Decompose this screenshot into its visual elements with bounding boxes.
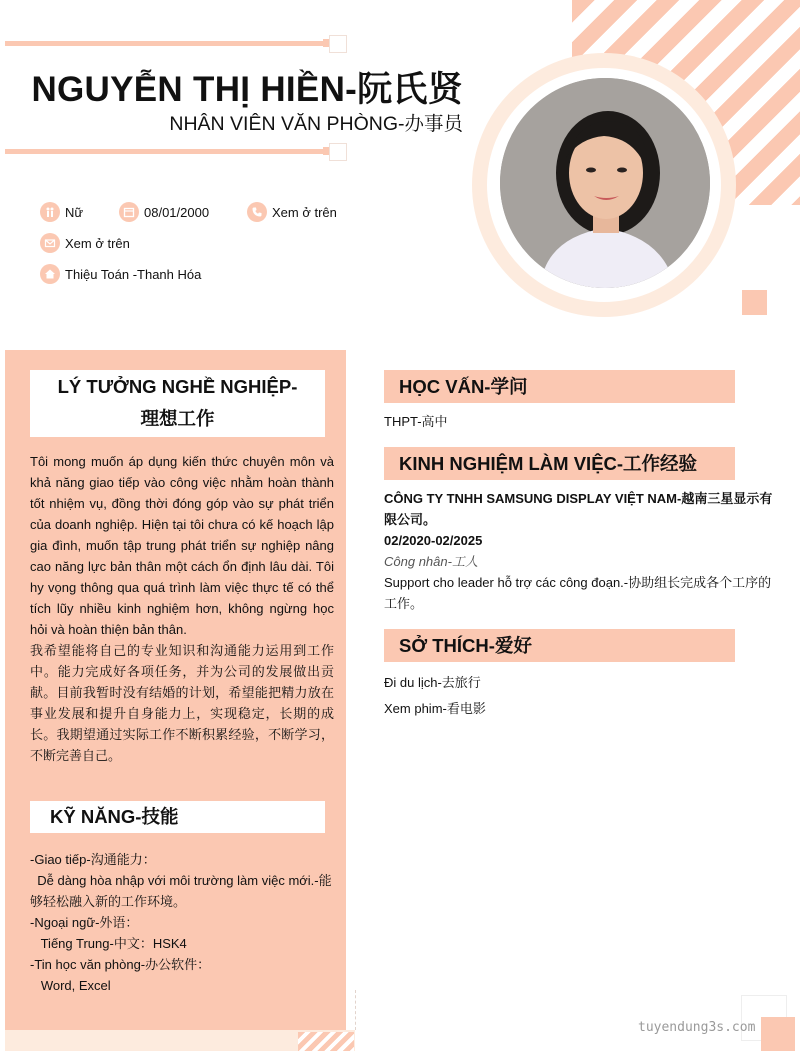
career-heading-line2: 理想工作 xyxy=(140,408,215,429)
skill-item: Word, Excel xyxy=(30,978,111,993)
address-info xyxy=(40,264,201,284)
career-text-vi: Tôi mong muốn áp dụng kiến thức chuyên môn và khả năng giao tiếp vào công việc nhằm hoàn thành tốt nhiệm vụ, đồng thời đóng góp vào sự phát triển của doanh nghiệp. Hiện tại tôi chưa có kế hoạch lập gia đình, muốn tập trung phát triển sự nghiệp nâng cao năng lực bản thân một cách ổn định lâu dài. Tôi hy vọng thông qua quá trình làm việc thực tế có thể tích lũy nhiều kinh nghiệm hơn, không ngừng học hỏi và hoàn thiện bản thân. xyxy=(30,454,334,637)
decorative-square-bottom xyxy=(761,1017,795,1051)
hobbies-list xyxy=(384,670,774,722)
career-text xyxy=(30,451,334,766)
education-heading xyxy=(384,370,735,403)
skill-item: -Giao tiếp-沟通能力： xyxy=(30,852,156,867)
skill-item: -Ngoại ngữ-外语： xyxy=(30,915,139,930)
decorative-square xyxy=(742,290,767,315)
skill-item: -Tin học văn phòng-办公软件： xyxy=(30,957,211,972)
gender-icon xyxy=(40,202,60,222)
education-text: THPT-高中 xyxy=(384,414,448,429)
skill-item: Tiếng Trung-中文：HSK4 xyxy=(30,936,187,951)
experience-heading xyxy=(384,447,735,480)
experience-role: Công nhân-工人 xyxy=(384,554,478,569)
divider xyxy=(355,990,356,1030)
address-value: Thiệu Toán -Thanh Hóa xyxy=(65,266,202,282)
watermark: tuyendung3s.com xyxy=(638,1020,756,1035)
job-title: NHÂN VIÊN VĂN PHÒNG-办事员 xyxy=(169,113,463,135)
skills-heading: KỸ NĂNG-技能 xyxy=(30,801,325,833)
birthday-value: 08/01/2000 xyxy=(144,204,210,220)
avatar xyxy=(500,78,710,288)
skills-list xyxy=(30,849,336,996)
experience-period: 02/2020-02/2025 xyxy=(384,533,483,548)
career-heading-line1: LÝ TƯỞNG NGHỀ NGHIỆP- xyxy=(57,376,298,397)
hobby-item: Xem phim-看电影 xyxy=(384,701,486,716)
candidate-name: NGUYỄN THỊ HIỀN-阮氏贤 xyxy=(31,70,463,109)
hobby-item: Đi du lịch-去旅行 xyxy=(384,675,481,690)
email-value: Xem ở trên xyxy=(65,235,130,251)
experience-entry xyxy=(384,488,774,614)
phone-value: Xem ở trên xyxy=(272,204,337,220)
experience-heading-text: KINH NGHIỆM LÀM VIỆC-工作经验 xyxy=(399,453,698,474)
email-info xyxy=(40,233,130,253)
education-heading-text: HỌC VẤN-学问 xyxy=(399,376,528,397)
phone-icon xyxy=(247,202,267,222)
calendar-icon xyxy=(119,202,139,222)
gender-info xyxy=(40,202,83,222)
experience-company: CÔNG TY TNHH SAMSUNG DISPLAY VIỆT NAM-越南三星显示有限公司。 xyxy=(384,491,773,527)
birthday-info xyxy=(119,202,209,222)
header-decor-line-bottom xyxy=(5,149,327,154)
home-icon xyxy=(40,264,60,284)
career-text-zh: 我希望能将自己的专业知识和沟通能力运用到工作中。能力完成好各项任务，并为公司的发展做出贡献。目前我暂时没有结婚的计划，希望能把精力放在事业发展和提升自身能力上，实现稳定，长期的成长。我期望通过实际工作不断积累经验，不断学习，不断完善自己。 xyxy=(30,643,334,763)
mail-icon xyxy=(40,233,60,253)
phone-info xyxy=(247,202,337,222)
experience-description: Support cho leader hỗ trợ các công đoạn.-协助组长完成各个工序的工作。 xyxy=(384,575,772,611)
decorative-stripes-small xyxy=(298,1032,354,1051)
gender-value: Nữ xyxy=(65,204,84,220)
skill-item: Dễ dàng hòa nhập với môi trường làm việc mới.-能够轻松融入新的工作环境。 xyxy=(30,873,332,909)
career-heading xyxy=(30,370,325,437)
hobbies-heading-text: SỞ THÍCH-爱好 xyxy=(399,635,532,656)
hobbies-heading xyxy=(384,629,735,662)
header-decor-line-top xyxy=(5,41,327,46)
